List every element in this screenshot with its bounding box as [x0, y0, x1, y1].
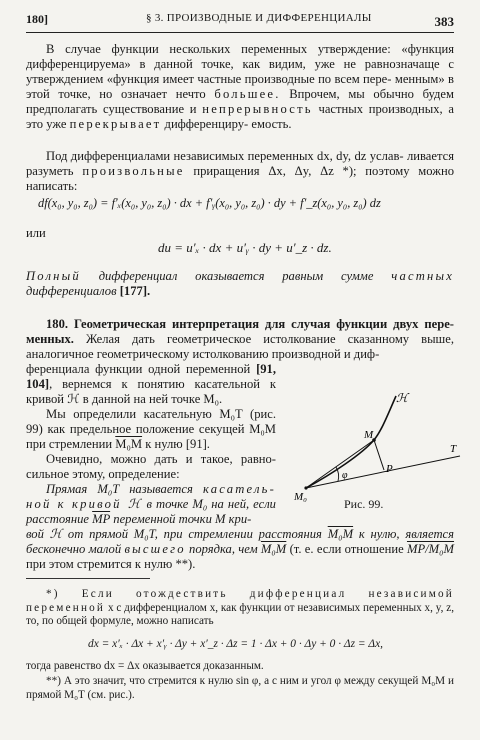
narrow-column-2 — [26, 407, 276, 452]
text-line: при этом стремится к нулю **). — [26, 557, 196, 571]
overlined-term: M₀M — [327, 527, 354, 541]
page-number: 383 — [434, 14, 454, 29]
spaced-emphasis: высшего — [124, 542, 186, 556]
paragraph-2 — [26, 149, 454, 194]
overlined-term: M₀M — [260, 542, 287, 556]
text-line: M₀M при стремлении — [26, 422, 276, 451]
point-m0 — [304, 486, 307, 489]
reference: [177]. — [119, 284, 151, 298]
text-line: приращения Δx, Δy, Δz *); — [193, 164, 357, 178]
text-line: является — [405, 527, 455, 541]
label-t: T — [450, 443, 457, 455]
figure-caption: Рис. 99. — [344, 497, 384, 511]
text-line: вой ℋ от прямой M₀T, при стремлении расстояния — [26, 527, 322, 541]
text-line: Прямая M₀T называется — [46, 482, 193, 496]
label-phi: φ — [342, 470, 348, 481]
curve-label: ℋ — [396, 392, 408, 405]
formula-df: df(x₀, y₀, z₀) = f′ₓ(x₀, y₀, z₀) · dx + f′ᵧ(x₀, y₀, z₀) · dy + f′_z(x₀, y₀, z₀) dz — [38, 196, 381, 210]
text-line: (т. е. — [289, 542, 314, 556]
text-line: переменной точки M кри- — [113, 512, 252, 526]
narrow-column-3 — [26, 452, 276, 482]
section-heading: 180. Геометрическая интерпретация для случая функции двух пере- — [46, 317, 454, 331]
text-line: бесконечно малой — [26, 542, 122, 556]
text-line: емость. — [251, 117, 292, 131]
running-head — [26, 10, 454, 33]
text-line: сильное этому, определение: — [26, 467, 180, 481]
or-word: или — [26, 226, 46, 240]
text-line: 99) как предельное положение секущей — [26, 422, 245, 436]
text-line: Желая дать геометрическое истолкование сказанному выше, — [86, 332, 454, 346]
text-line: **) А это значит, что стремится к нулю sin φ, а с ним и угол φ между секущей — [46, 675, 419, 687]
footnote-1 — [26, 588, 454, 629]
definition — [26, 482, 276, 527]
spaced-emphasis: ной к кривой ℋ — [26, 497, 143, 511]
label-m: M — [364, 429, 374, 441]
text-line: дифференциал оказывается равным сумме — [98, 269, 374, 283]
text-line: дифференциалов — [26, 284, 117, 298]
spaced-emphasis: касатель- — [202, 482, 276, 496]
spaced-emphasis: частных — [391, 269, 455, 283]
footnote-formula: dx = x′ₓ · Δx + x′ᵧ · Δy + x′_z · Δz = 1 · Δx + 0 · Δy + 0 · Δz = Δx, — [88, 638, 383, 650]
footnote-1-end: тогда равенство dx = Δx оказывается доказанным. — [26, 660, 264, 672]
spaced-emphasis: большее. — [214, 87, 281, 101]
label-m0: M₀ — [294, 491, 307, 503]
overlined-term: MP/M₀M — [406, 542, 455, 556]
text-line: дифференцируема» в данной точке, как видим, уже не равнозначаще — [26, 57, 440, 71]
text-line: к нулю [91]. — [145, 437, 210, 451]
text-line: ливается разуметь — [26, 149, 455, 178]
text-line: порядка, чем — [189, 542, 258, 556]
figure-99 — [292, 392, 462, 542]
spaced-emphasis: Полный — [26, 269, 81, 283]
footnote-2 — [26, 675, 454, 702]
text-line: расстояние — [26, 512, 89, 526]
text-line: *) Если отождествить дифференциал независимой переменной — [26, 588, 454, 614]
text-line: ференциала функции одной переменной — [26, 362, 251, 376]
section-ref: 180] — [26, 12, 48, 26]
text-line: к кривой ℋ в данной на ней точке M₀. — [26, 377, 276, 406]
overlined-term: M₀M — [115, 437, 143, 451]
text-line: дифференциру- — [164, 117, 249, 131]
text-line: M₀M и прямой M₀T (см. рис.). — [26, 675, 455, 701]
paragraph-3 — [26, 269, 454, 299]
text-line: обычно будем предполагать существование и — [26, 87, 454, 116]
spaced-emphasis: произвольные — [82, 164, 185, 178]
chapter-title: § 3. ПРОИЗВОДНЫЕ И ДИФФЕРЕНЦИАЛЫ — [146, 12, 372, 24]
text-line: частных производных, а это уже — [26, 102, 454, 131]
text-line: в точке M₀ на ней, если — [146, 497, 276, 511]
text-line: Под дифференциалами независимых переменных dx, dy, dz услав- — [46, 149, 404, 163]
text-line: менным» в этой точке, но означает нечто — [26, 72, 454, 101]
text-line: аналогичное геометрическому истолкованию производной и диф- — [26, 347, 380, 361]
text-line: x с дифференциалом x, как функции от независимых переменных x, y, z, то, — [26, 601, 454, 627]
narrow-column — [26, 362, 276, 407]
overlined-term: $\overline{MP}$ — [92, 512, 111, 526]
section-180-intro — [26, 317, 454, 362]
spaced-emphasis: перекрывает — [69, 117, 162, 131]
curve-path — [306, 396, 396, 488]
text-line: поэтому можно написать: — [26, 164, 454, 193]
spaced-emphasis: непрерывность — [202, 102, 313, 116]
label-p: P — [386, 463, 393, 475]
text-line: Мы определили касательную M₀T (рис. — [46, 407, 276, 421]
paragraph-1 — [26, 42, 454, 132]
formula-du: du = u′ₓ · dx + u′ᵧ · dy + u′_z · dz. — [158, 240, 332, 255]
text-line: Впрочем, мы — [289, 87, 365, 101]
text-line: к нулю, — [358, 527, 400, 541]
reference: [91, 104] — [26, 362, 276, 391]
text-line: если отношение — [316, 542, 404, 556]
section-heading: менных. — [26, 332, 74, 346]
text-line: Очевидно, можно дать и такое, равно- — [46, 452, 276, 466]
text-line: по общей формуле, можно написать — [41, 615, 214, 627]
perpendicular-mp — [374, 440, 384, 470]
text-line: с утверждением «функция имеет частные производные по всем пере- — [26, 57, 454, 86]
text-line: В случае функции нескольких переменных утверждение: «функция — [46, 42, 454, 56]
text-line: , вернемся к понятию касательной — [49, 377, 260, 391]
footnote-rule — [26, 578, 150, 579]
